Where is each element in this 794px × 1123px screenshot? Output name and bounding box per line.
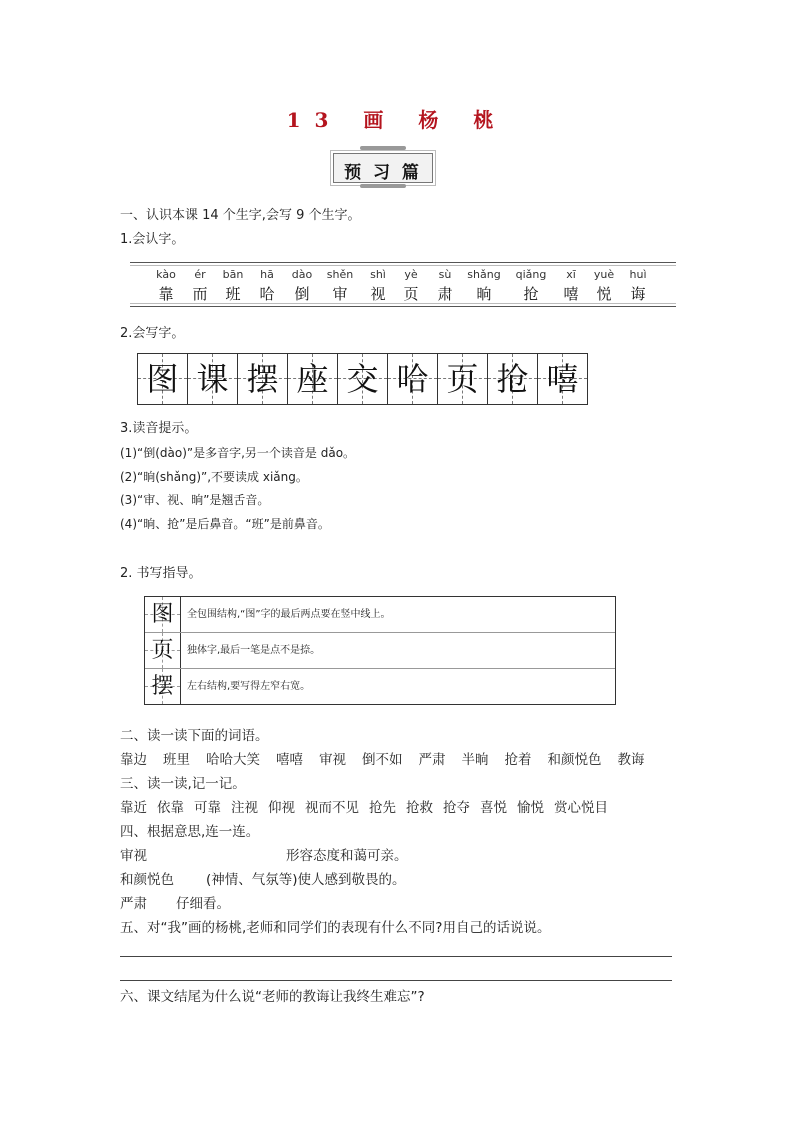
pinyin: qiǎng (515, 268, 547, 281)
guide-desc: 独体字,最后一笔是点不是捺。 (187, 645, 321, 656)
guide-char: 页 (151, 638, 174, 663)
match-left-item: 和颜悦色 (120, 872, 174, 888)
word: 抢着 (504, 752, 532, 768)
write-char: 页 (446, 360, 479, 398)
write-char: 嘻 (546, 360, 579, 398)
pinyin: sù (438, 268, 452, 281)
pinyin: huì (629, 268, 647, 281)
write-cell (238, 354, 288, 404)
hanzi: 嘻 (563, 285, 579, 303)
tip-line: (4)“晌、抢”是后鼻音。“班”是前鼻音。 (120, 517, 330, 531)
section2-word-list (120, 751, 645, 769)
banner-box (333, 153, 433, 183)
section-banner (330, 146, 436, 188)
tip-line: (1)“倒(dào)”是多音字,另一个读音是 dǎo。 (120, 446, 356, 460)
recognize-cell (613, 266, 663, 304)
hanzi: 倒 (294, 285, 310, 303)
recognize-subheading: 1.会认字。 (120, 232, 185, 247)
guide-char-cell (145, 597, 181, 632)
pinyin: shěn (326, 268, 354, 281)
pinyin: ér (194, 268, 206, 281)
word: 嘻嘻 (276, 752, 303, 768)
writing-guide-table (144, 596, 616, 705)
write-char: 交 (346, 360, 379, 398)
match-left-item: 严肃 (120, 896, 147, 912)
write-char: 图 (146, 360, 179, 398)
hanzi: 诲 (630, 285, 646, 303)
word: 依靠 (157, 800, 184, 816)
answer-line[interactable] (120, 980, 672, 981)
guide-desc: 全包围结构,“图”字的最后两点要在竖中线上。 (187, 609, 391, 620)
write-char: 抢 (496, 360, 529, 398)
banner-label: 预 习 篇 (344, 163, 422, 183)
word: 严肃 (418, 752, 446, 768)
word: 和颜悦色 (547, 752, 602, 768)
word: 抢先 (369, 800, 396, 816)
write-cell (488, 354, 538, 404)
tip-line: (2)“晌(shǎng)”,不要读成 xiǎng。 (120, 470, 308, 484)
write-cell (538, 354, 587, 404)
word: 倒不如 (362, 752, 403, 768)
hanzi: 审 (332, 285, 348, 303)
hanzi: 靠 (158, 285, 174, 303)
guide-char: 图 (151, 602, 174, 627)
hanzi: 班 (225, 285, 241, 303)
section5-heading: 五、对“我”画的杨桃,老师和同学们的表现有什么不同?用自己的话说说。 (120, 920, 551, 936)
match-right-item: (神情、气氛等)使人感到敬畏的。 (206, 872, 406, 888)
hanzi: 哈 (259, 285, 275, 303)
write-cell (338, 354, 388, 404)
word: 班里 (163, 752, 190, 768)
guide-row (145, 633, 615, 669)
word: 可靠 (194, 800, 221, 816)
write-char: 摆 (246, 360, 279, 398)
word: 教诲 (617, 752, 645, 768)
pinyin: kào (156, 268, 176, 281)
page-title: 13 画 杨 桃 (286, 108, 508, 132)
pinyin: dào (291, 268, 313, 281)
word: 抢救 (406, 800, 433, 816)
section4-heading: 四、根据意思,连一连。 (120, 824, 260, 840)
guide-row (145, 669, 615, 704)
pinyin: yuè (593, 268, 615, 281)
guide-char-cell (145, 669, 181, 704)
section2-heading: 二、读一读下面的词语。 (120, 728, 269, 744)
word: 注视 (231, 800, 258, 816)
hanzi: 晌 (476, 285, 492, 303)
recognize-cell (459, 266, 509, 304)
recognize-table (130, 262, 676, 307)
write-char: 哈 (396, 360, 429, 398)
guide-heading: 2. 书写指导。 (120, 566, 202, 581)
match-right-item: 仔细看。 (176, 896, 230, 912)
answer-line[interactable] (120, 956, 672, 957)
pinyin: xī (566, 268, 576, 281)
section6-heading: 六、课文结尾为什么说“老师的教诲让我终生难忘”? (120, 989, 425, 1005)
hanzi: 悦 (596, 285, 612, 303)
write-cell (188, 354, 238, 404)
write-subheading: 2.会写字。 (120, 326, 185, 341)
match-right-item: 形容态度和蔼可亲。 (286, 848, 408, 864)
writing-grid (137, 353, 588, 405)
word: 审视 (319, 752, 346, 768)
write-cell (288, 354, 338, 404)
word: 视而不见 (305, 800, 359, 816)
write-char: 课 (196, 360, 229, 398)
word: 抢夺 (443, 800, 470, 816)
word: 愉悦 (517, 800, 544, 816)
hanzi: 肃 (437, 285, 453, 303)
hanzi: 而 (192, 285, 208, 303)
section3-word-list (120, 799, 608, 817)
guide-char-cell (145, 633, 181, 668)
banner-top-ornament (360, 146, 406, 150)
tips-subheading: 3.读音提示。 (120, 421, 198, 436)
write-cell (438, 354, 488, 404)
guide-char: 摆 (151, 674, 174, 699)
pinyin: yè (404, 268, 418, 281)
word: 仰视 (268, 800, 295, 816)
section1-heading: 一、认识本课 14 个生字,会写 9 个生字。 (120, 208, 361, 223)
word: 哈哈大笑 (206, 752, 260, 768)
hanzi: 抢 (523, 285, 539, 303)
match-left-item: 审视 (120, 848, 147, 864)
guide-desc: 左右结构,要写得左窄右宽。 (187, 681, 311, 692)
word: 赏心悦目 (554, 800, 608, 816)
word: 半晌 (461, 752, 489, 768)
pinyin: bān (222, 268, 244, 281)
tip-line: (3)“审、视、晌”是翘舌音。 (120, 493, 270, 507)
write-cell (138, 354, 188, 404)
hanzi: 页 (403, 285, 419, 303)
banner-bottom-ornament (360, 184, 406, 188)
word: 靠近 (120, 800, 147, 816)
write-cell (388, 354, 438, 404)
section3-heading: 三、读一读,记一记。 (120, 776, 246, 792)
hanzi: 视 (370, 285, 386, 303)
word: 靠边 (120, 752, 147, 768)
pinyin: shì (370, 268, 386, 281)
guide-row (145, 597, 615, 633)
pinyin: hā (260, 268, 274, 281)
word: 喜悦 (480, 800, 507, 816)
write-char: 座 (296, 360, 329, 398)
pinyin: shǎng (467, 268, 501, 281)
